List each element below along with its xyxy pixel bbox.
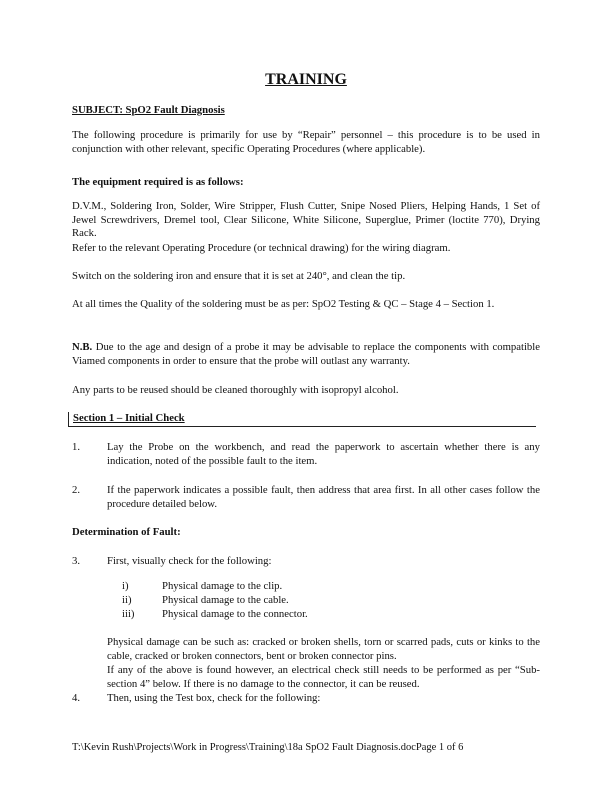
- subitem-ii-number: ii): [122, 594, 132, 606]
- nb-paragraph: [72, 341, 540, 368]
- item-2-text: If the paperwork indicates a possible fault, then address that area first. In all other cases follow the procedure detailed below.: [107, 484, 540, 510]
- determination-heading: Determination of Fault:: [72, 526, 181, 538]
- item-3-text: First, visually check for the following:: [107, 555, 272, 567]
- quality-paragraph: At all times the Quality of the soldering must be as per: SpO2 Testing & QC – Stage 4 – Section 1.: [72, 298, 495, 310]
- subitem-i-number: i): [122, 580, 129, 592]
- subitem-iii-text: Physical damage to the connector.: [162, 608, 308, 620]
- reuse-paragraph: Any parts to be reused should be cleaned thoroughly with isopropyl alcohol.: [72, 384, 399, 396]
- item-1-text: Lay the Probe on the workbench, and read the paperwork to ascertain whether there is any indication, noted of the possible fault to the item.: [107, 441, 540, 467]
- section-1-heading: Section 1 – Initial Check: [68, 412, 536, 427]
- equipment-heading: The equipment required is as follows:: [72, 176, 244, 188]
- if-found-paragraph: If any of the above is found however, an electrical check still needs to be performed as per “Sub-section 4” below. If there is no damage to the connector, it can be reused.: [107, 664, 540, 690]
- page-title: TRAINING: [265, 71, 347, 88]
- item-1-number: 1.: [72, 441, 81, 453]
- item-3-number: 3.: [72, 555, 81, 567]
- page-footer: T:\Kevin Rush\Projects\Work in Progress\Training\18a SpO2 Fault Diagnosis.docPage 1 of 6: [72, 742, 464, 753]
- subitem-iii-number: iii): [122, 608, 135, 620]
- subject-heading: SUBJECT: SpO2 Fault Diagnosis: [72, 104, 225, 116]
- item-2-number: 2.: [72, 484, 81, 496]
- item-4-number: 4.: [72, 692, 81, 704]
- switch-on-paragraph: Switch on the soldering iron and ensure that it is set at 240°, and clean the tip.: [72, 270, 406, 282]
- nb-label: N.B.: [72, 341, 93, 353]
- intro-paragraph: The following procedure is primarily for use by “Repair” personnel – this procedure is to be used in conjunction with other relevant, specific Operating Procedures (where applicable).: [72, 129, 540, 155]
- equipment-list: D.V.M., Soldering Iron, Solder, Wire Stripper, Flush Cutter, Snipe Nosed Pliers, Helping Hands, 1 Set of Jewel Screwdrivers, Dremel tool, Clear Silicone, White Silicone, Superglue, Primer (loctite 770), Drying Rack.: [72, 200, 540, 240]
- subitem-ii-text: Physical damage to the cable.: [162, 594, 289, 606]
- item-4-text: Then, using the Test box, check for the following:: [107, 692, 321, 704]
- nb-text: Due to the age and design of a probe it may be advisable to replace the components with compatible Viamed components in order to ensure that the probe will outlast any warranty.: [72, 341, 540, 367]
- subitem-i-text: Physical damage to the clip.: [162, 580, 283, 592]
- refer-paragraph: Refer to the relevant Operating Procedure (or technical drawing) for the wiring diagram.: [72, 242, 451, 254]
- physical-damage-paragraph: Physical damage can be such as: cracked or broken shells, torn or scarred pads, cuts or kinks to the cable, cracked or broken connectors, bent or broken connector pins.: [107, 636, 540, 662]
